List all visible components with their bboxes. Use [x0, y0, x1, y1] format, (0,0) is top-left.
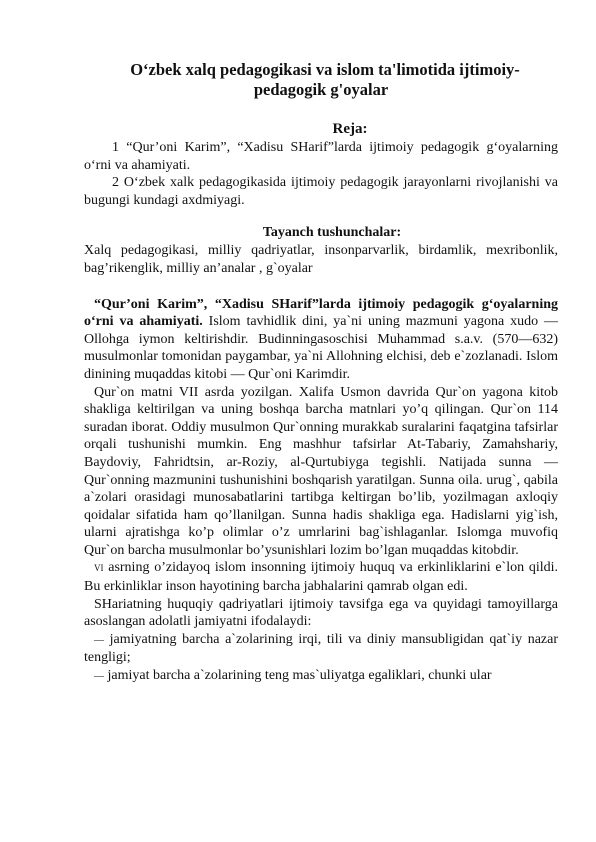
reja-item-2: 2 O‘zbek xalk pedagogikasida ijtimoiy pedagogik jarayonlarni rivojlanishi va bugungi kundagi axdmiyagi.	[84, 175, 558, 208]
dash-marker: —	[94, 671, 104, 683]
paragraph-3	[84, 559, 558, 595]
bullet-item-1-text: jamiyatning barcha a`zolarining irqi, tili va diniy mansubligidan qat`iy nazar tengligi;	[84, 631, 559, 666]
bullet-item-2-text: jamiyat barcha a`zolarining teng mas`uliyatga egaliklari, chunki ular	[107, 668, 492, 684]
title-line-1: O‘zbek xalq pedagogikasi va islom ta'limotida ijtimoiy-	[130, 60, 520, 79]
section-paragraph-1	[84, 296, 558, 384]
reja-item-1: 1 “Qur’oni Karim”, “Xadisu SHarif”larda ijtimoiy pedagogik g‘oyalarning o‘rni va ahamiyati.	[84, 140, 558, 173]
document-title	[84, 60, 558, 100]
dash-marker: —	[94, 634, 104, 646]
section-heading-bold: “Qur’oni Karim”, “Xadisu SHarif”larda ijtimoiy pedagogik g‘oyalarning o‘rni va ahamiyati.	[84, 296, 558, 330]
tayanch-text: Xalq pedagogikasi, milliy qadriyatlar, insonparvarlik, birdamlik, mexribonlik, bag’rikenglik, milliy an’analar , g`oyalar	[84, 243, 558, 276]
reja-heading: Reja:	[332, 121, 368, 137]
paragraph-2: Qur`on matni VII asrda yozilgan. Xalifa Usmon davrida Qur`on yagona kitob shakliga keltirilgan va uning boshqa barcha matnlari yo’q qilingan. Qur`on 114 suradan iborat. Oddiy musulmon Qur`onning murakkab suralarini faqatgina tafsirlar orqali tushunishi mumkin. Eng mashhur tafsirlar At-Tabariy, Zamahshariy, Baydoviy, Fahridtsin, ar-Roziy, al-Qurtubiyga tegishli. Natijada sunna — Qur`onning mazmunini tushunishini boshqarish yaratilgan. Sunna oila. urug`, qabila a`zolari orasidagi munosabatlarini tartibga keltirgan bo’lib, yozilmagan axloqiy qoidalar sifatida ham qo’llanilgan. Sunna hadis shakliga ega. Hadislarni yig`ish, ularni ajratishga ko’p olimlar o’z umrlarini bag`ishlaganlar. Islomga muvofiq Qur`on barcha musulmonlar bo’ysunishlari lozim bo’lgan muqaddas kitobdir.	[84, 384, 558, 558]
paragraph-4: SHariatning huquqiy qadriyatlari ijtimoiy tavsifga ega va quyidagi tamoyillarga asoslangan adolatli jamiyatni ifodalaydi:	[84, 596, 558, 630]
section-paragraph-1-text: Islom tavhidlik dini, ya`ni uning mazmuni yagona xudo — Ollohga iymon keltirishdir. Budinningasoschisi Muhammad s.a.v. (570—632) musulmonlar tomonidan paygambar, ya`ni Allohning elchisi, deb e`zozlanadi. Islom dinining muqaddas kitobi — Qur`oni Karimdir.	[84, 314, 558, 382]
document-page	[84, 60, 558, 686]
paragraph-3-text: asrning o’zidayoq islom insonning ijtimoiy huquq va erkinliklarini e`lon qildi. Bu erkinliklar inson hayotining barcha jabhalarini qamrab olgan edi.	[84, 560, 558, 595]
title-line-2: pedagogik g'oyalar	[253, 80, 389, 99]
bullet-item-1	[84, 631, 558, 667]
bullet-item-2	[84, 667, 558, 686]
century-prefix: VI	[94, 563, 104, 574]
tayanch-heading: Tayanch tushunchalar:	[262, 225, 402, 241]
